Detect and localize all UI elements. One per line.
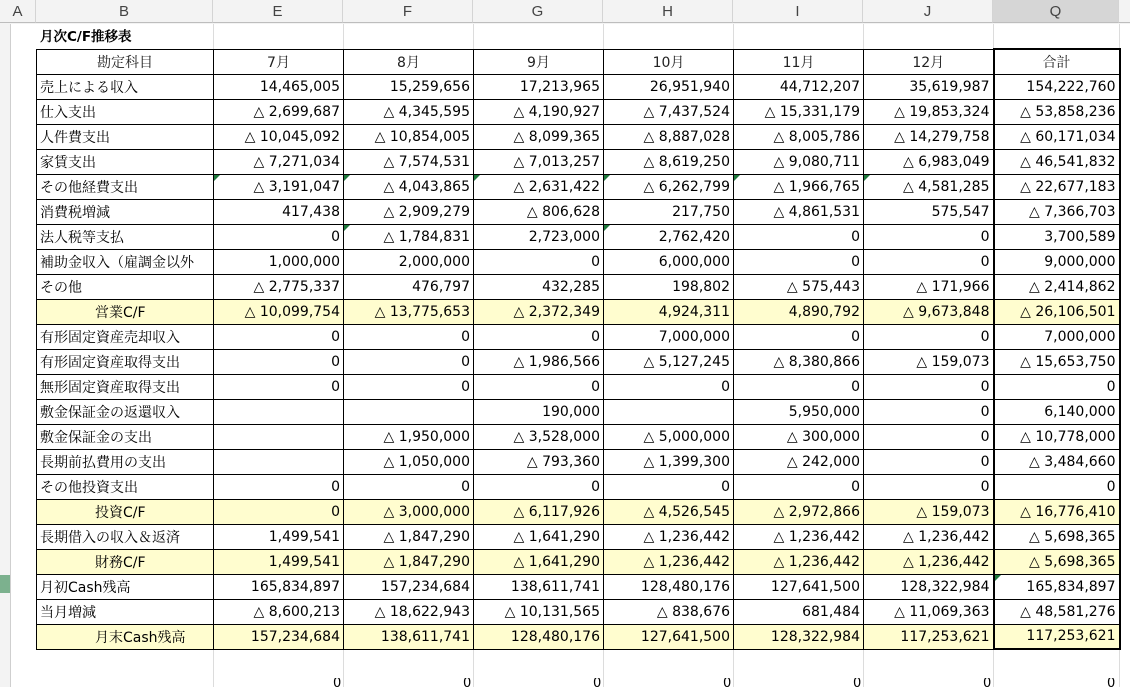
value-cell[interactable] (344, 399, 474, 424)
value-cell[interactable]: 6,000,000 (604, 249, 734, 274)
value-cell[interactable]: 128,480,176 (604, 574, 734, 599)
total-cell[interactable]: 0 (994, 374, 1120, 399)
value-cell[interactable]: 127,641,500 (734, 574, 864, 599)
value-cell[interactable] (214, 449, 344, 474)
column-header-next[interactable] (1119, 0, 1130, 23)
value-cell[interactable]: △ 1,399,300 (604, 449, 734, 474)
value-cell[interactable]: △ 1,050,000 (344, 449, 474, 474)
value-cell[interactable]: 198,802 (604, 274, 734, 299)
subtotal-row (37, 624, 1120, 649)
column-header-h[interactable]: H (603, 0, 733, 23)
comment-indicator-icon (344, 175, 350, 181)
total-cell[interactable]: 3,700,589 (994, 224, 1120, 249)
table-row (37, 199, 1120, 224)
value-cell[interactable]: △ 171,966 (864, 274, 994, 299)
value-cell[interactable]: 417,438 (214, 199, 344, 224)
value-cell[interactable]: 0 (344, 349, 474, 374)
column-header-i[interactable]: I (733, 0, 863, 23)
table-row (37, 249, 1120, 274)
value-cell[interactable]: 138,611,741 (344, 624, 474, 649)
value-cell[interactable]: 157,234,684 (214, 624, 344, 649)
value-cell[interactable]: 0 (864, 224, 994, 249)
value-cell[interactable] (604, 399, 734, 424)
comment-indicator-icon (734, 175, 740, 181)
partial-cell-value: 0 (1107, 678, 1116, 687)
value-cell[interactable]: △ 7,271,034 (214, 149, 344, 174)
total-cell[interactable]: △ 16,776,410 (994, 499, 1120, 524)
value-cell[interactable]: 190,000 (474, 399, 604, 424)
comment-indicator-icon (604, 175, 610, 181)
row-label-cell[interactable]: 敷金保証金の支出 (37, 424, 214, 449)
row-label-cell[interactable]: 無形固定資産取得支出 (37, 374, 214, 399)
value-cell[interactable]: 4,924,311 (604, 299, 734, 324)
total-cell[interactable]: △ 10,778,000 (994, 424, 1120, 449)
value-cell[interactable]: △ 8,600,213 (214, 599, 344, 624)
value-cell[interactable]: 128,322,984 (864, 574, 994, 599)
value-cell[interactable]: △ 793,360 (474, 449, 604, 474)
header-cell-month[interactable]: 11月 (734, 49, 864, 74)
value-cell[interactable]: △ 1,236,442 (604, 549, 734, 574)
partial-cell-value: 0 (723, 678, 732, 687)
row-label-cell[interactable]: 有形固定資産売却収入 (37, 324, 214, 349)
value-cell[interactable]: △ 8,619,250 (604, 149, 734, 174)
subtotal-row (37, 299, 1120, 324)
row-label-cell[interactable]: 消費税増減 (37, 199, 214, 224)
cell-value: △ 3,191,047 (253, 178, 340, 195)
value-cell[interactable]: 0 (864, 249, 994, 274)
value-cell[interactable]: △ 7,013,257 (474, 149, 604, 174)
value-cell[interactable]: △ 1,236,442 (864, 549, 994, 574)
value-cell[interactable]: △ 2,972,866 (734, 499, 864, 524)
table-row (37, 124, 1120, 149)
row-label-cell[interactable]: 敷金保証金の返還収入 (37, 399, 214, 424)
total-cell[interactable]: △ 48,581,276 (994, 599, 1120, 624)
cell-value: △ 1,966,765 (773, 178, 860, 195)
value-cell[interactable]: △ 300,000 (734, 424, 864, 449)
total-cell[interactable] (994, 574, 1120, 599)
value-cell[interactable]: 476,797 (344, 274, 474, 299)
value-cell[interactable]: 138,611,741 (474, 574, 604, 599)
cell-value: △ 1,784,831 (383, 228, 470, 245)
value-cell[interactable]: △ 159,073 (864, 349, 994, 374)
value-cell[interactable]: 1,499,541 (214, 524, 344, 549)
value-cell[interactable]: 0 (474, 249, 604, 274)
value-cell[interactable]: △ 1,236,442 (864, 524, 994, 549)
table-row (37, 174, 1120, 199)
value-cell[interactable]: △ 5,127,245 (604, 349, 734, 374)
value-cell[interactable]: △ 1,986,566 (474, 349, 604, 374)
value-cell[interactable]: △ 1,847,290 (344, 549, 474, 574)
value-cell[interactable]: 0 (734, 374, 864, 399)
table-row (37, 374, 1120, 399)
row-label-cell[interactable]: 財務C/F (37, 549, 214, 574)
partial-cell-value: 0 (333, 678, 342, 687)
value-cell[interactable]: 0 (474, 474, 604, 499)
total-cell[interactable]: △ 26,106,501 (994, 299, 1120, 324)
row-label-cell[interactable]: 法人税等支払 (37, 224, 214, 249)
value-cell[interactable]: 26,951,940 (604, 74, 734, 99)
value-cell[interactable]: △ 159,073 (864, 499, 994, 524)
value-cell[interactable]: △ 838,676 (604, 599, 734, 624)
total-cell[interactable]: △ 3,484,660 (994, 449, 1120, 474)
value-cell[interactable]: △ 4,345,595 (344, 99, 474, 124)
total-cell[interactable]: △ 22,677,183 (994, 174, 1120, 199)
value-cell[interactable]: 0 (344, 374, 474, 399)
value-cell[interactable]: △ 10,045,092 (214, 124, 344, 149)
value-cell[interactable]: △ 9,080,711 (734, 149, 864, 174)
value-cell[interactable]: 117,253,621 (864, 624, 994, 649)
value-cell[interactable]: △ 1,236,442 (734, 524, 864, 549)
column-header-b[interactable]: B (36, 0, 213, 23)
value-cell[interactable]: △ 242,000 (734, 449, 864, 474)
table-row (37, 99, 1120, 124)
value-cell[interactable]: △ 2,909,279 (344, 199, 474, 224)
value-cell[interactable] (344, 174, 474, 199)
value-cell[interactable]: △ 4,861,531 (734, 199, 864, 224)
row-label-cell[interactable]: 月初Cash残高 (37, 574, 214, 599)
row-label-cell[interactable]: 当月増減 (37, 599, 214, 624)
value-cell[interactable]: 0 (214, 324, 344, 349)
header-cell-account[interactable]: 勘定科目 (37, 49, 214, 74)
cell-value: 165,834,897 (1026, 578, 1116, 595)
subtotal-row (37, 549, 1120, 574)
total-cell[interactable]: △ 2,414,862 (994, 274, 1120, 299)
value-cell[interactable]: 35,619,987 (864, 74, 994, 99)
column-header-bar (0, 0, 1130, 24)
value-cell[interactable]: 432,285 (474, 274, 604, 299)
table-row (37, 474, 1120, 499)
value-cell[interactable]: △ 10,099,754 (214, 299, 344, 324)
cell-value: △ 4,043,865 (383, 178, 470, 195)
table-row (37, 574, 1120, 599)
value-cell[interactable]: 0 (214, 474, 344, 499)
selected-row-marker (0, 575, 10, 593)
column-header-j[interactable]: J (863, 0, 993, 23)
row-label-cell[interactable]: 長期前払費用の支出 (37, 449, 214, 474)
value-cell[interactable]: △ 1,950,000 (344, 424, 474, 449)
value-cell[interactable]: 14,465,005 (214, 74, 344, 99)
cashflow-table (36, 48, 1121, 650)
value-cell[interactable]: 4,890,792 (734, 299, 864, 324)
value-cell[interactable]: △ 8,887,028 (604, 124, 734, 149)
value-cell[interactable]: 575,547 (864, 199, 994, 224)
value-cell[interactable]: 0 (734, 224, 864, 249)
total-cell[interactable]: △ 46,541,832 (994, 149, 1120, 174)
value-cell[interactable]: △ 1,641,290 (474, 524, 604, 549)
value-cell[interactable]: 0 (734, 474, 864, 499)
value-cell[interactable]: △ 1,847,290 (344, 524, 474, 549)
value-cell[interactable]: △ 3,000,000 (344, 499, 474, 524)
value-cell[interactable]: 0 (214, 224, 344, 249)
header-row (37, 49, 1120, 74)
comment-indicator-icon (864, 175, 870, 181)
partial-cell-value: 0 (593, 678, 602, 687)
value-cell[interactable]: 15,259,656 (344, 74, 474, 99)
value-cell[interactable]: △ 3,528,000 (474, 424, 604, 449)
row-label-cell[interactable]: 仕入支出 (37, 99, 214, 124)
column-header-g[interactable]: G (473, 0, 603, 23)
value-cell[interactable]: 128,480,176 (474, 624, 604, 649)
total-cell[interactable]: 7,000,000 (994, 324, 1120, 349)
table-row (37, 324, 1120, 349)
value-cell[interactable]: 0 (864, 474, 994, 499)
value-cell[interactable]: △ 1,641,290 (474, 549, 604, 574)
total-cell[interactable]: △ 5,698,365 (994, 524, 1120, 549)
row-label-cell[interactable]: その他 (37, 274, 214, 299)
value-cell[interactable]: △ 4,190,927 (474, 99, 604, 124)
row-label-cell[interactable]: 長期借入の収入＆返済 (37, 524, 214, 549)
value-cell[interactable]: △ 8,099,365 (474, 124, 604, 149)
table-row (37, 524, 1120, 549)
row-label-cell[interactable]: 営業C/F (37, 299, 214, 324)
value-cell[interactable]: △ 2,372,349 (474, 299, 604, 324)
value-cell[interactable]: 217,750 (604, 199, 734, 224)
value-cell[interactable]: △ 19,853,324 (864, 99, 994, 124)
total-cell[interactable]: 154,222,760 (994, 74, 1120, 99)
table-row (37, 149, 1120, 174)
value-cell[interactable]: 1,000,000 (214, 249, 344, 274)
value-cell[interactable]: 0 (344, 474, 474, 499)
comment-indicator-icon (344, 225, 350, 231)
value-cell[interactable]: 0 (864, 374, 994, 399)
table-row (37, 599, 1120, 624)
value-cell[interactable]: 0 (474, 374, 604, 399)
value-cell[interactable]: 7,000,000 (604, 324, 734, 349)
column-header-f[interactable]: F (343, 0, 473, 23)
value-cell[interactable]: 0 (864, 424, 994, 449)
table-row (37, 274, 1120, 299)
value-cell[interactable] (864, 174, 994, 199)
row-label-cell[interactable]: 補助金収入（雇調金以外 (37, 249, 214, 274)
value-cell[interactable]: △ 1,236,442 (604, 524, 734, 549)
value-cell[interactable]: 0 (214, 499, 344, 524)
table-row (37, 224, 1120, 249)
value-cell[interactable]: 5,950,000 (734, 399, 864, 424)
value-cell[interactable]: △ 1,236,442 (734, 549, 864, 574)
table-row (37, 349, 1120, 374)
header-cell-month[interactable]: 合計 (994, 49, 1120, 74)
value-cell[interactable]: △ 10,854,005 (344, 124, 474, 149)
value-cell[interactable]: △ 806,628 (474, 199, 604, 224)
value-cell[interactable]: 128,322,984 (734, 624, 864, 649)
value-cell[interactable]: △ 15,331,179 (734, 99, 864, 124)
value-cell[interactable]: 0 (474, 324, 604, 349)
cell-value: 2,762,420 (658, 228, 730, 245)
header-cell-month[interactable]: 9月 (474, 49, 604, 74)
row-label-cell[interactable]: 家賃支出 (37, 149, 214, 174)
value-cell[interactable]: 0 (864, 449, 994, 474)
column-header-e[interactable]: E (213, 0, 343, 23)
value-cell[interactable] (214, 424, 344, 449)
cell-value: △ 6,262,799 (643, 178, 730, 195)
total-cell[interactable]: △ 15,653,750 (994, 349, 1120, 374)
row-label-cell[interactable]: その他経費支出 (37, 174, 214, 199)
comment-indicator-icon (604, 225, 610, 231)
total-cell[interactable]: △ 60,171,034 (994, 124, 1120, 149)
row-label-cell[interactable]: 有形固定資産取得支出 (37, 349, 214, 374)
comment-indicator-icon (474, 175, 480, 181)
value-cell[interactable]: △ 6,117,926 (474, 499, 604, 524)
value-cell[interactable] (604, 174, 734, 199)
value-cell[interactable] (214, 399, 344, 424)
comment-indicator-icon (214, 175, 220, 181)
value-cell[interactable]: 1,499,541 (214, 549, 344, 574)
column-header-a[interactable]: A (0, 0, 36, 23)
table-body (37, 49, 1120, 649)
value-cell[interactable]: 0 (604, 474, 734, 499)
table-row (37, 399, 1120, 424)
value-cell[interactable]: △ 575,443 (734, 274, 864, 299)
value-cell[interactable]: 2,723,000 (474, 224, 604, 249)
value-cell[interactable]: △ 9,673,848 (864, 299, 994, 324)
row-label-cell[interactable]: 人件費支出 (37, 124, 214, 149)
value-cell[interactable]: △ 7,437,524 (604, 99, 734, 124)
total-cell[interactable]: 9,000,000 (994, 249, 1120, 274)
value-cell[interactable]: △ 10,131,565 (474, 599, 604, 624)
value-cell[interactable]: 0 (604, 374, 734, 399)
value-cell[interactable] (604, 224, 734, 249)
value-cell[interactable]: 0 (214, 349, 344, 374)
value-cell[interactable]: 127,641,500 (604, 624, 734, 649)
total-cell[interactable]: 117,253,621 (994, 624, 1120, 649)
total-cell[interactable]: 0 (994, 474, 1120, 499)
value-cell[interactable]: 17,213,965 (474, 74, 604, 99)
total-cell[interactable]: △ 53,858,236 (994, 99, 1120, 124)
column-header-q[interactable]: Q (993, 0, 1119, 23)
sheet-title[interactable]: 月次C/F推移表 (40, 29, 132, 45)
next-row-partial (36, 678, 1120, 687)
row-label-cell[interactable]: 投資C/F (37, 499, 214, 524)
value-cell[interactable]: 157,234,684 (344, 574, 474, 599)
comment-indicator-icon (995, 575, 1001, 581)
total-cell[interactable]: △ 7,366,703 (994, 199, 1120, 224)
value-cell[interactable]: 0 (864, 399, 994, 424)
table-row (37, 449, 1120, 474)
partial-cell-value: 0 (463, 678, 472, 687)
value-cell[interactable]: 2,000,000 (344, 249, 474, 274)
value-cell[interactable]: 165,834,897 (214, 574, 344, 599)
value-cell[interactable]: △ 13,775,653 (344, 299, 474, 324)
cell-value: △ 2,631,422 (513, 178, 600, 195)
header-cell-month[interactable]: 7月 (214, 49, 344, 74)
row-label-cell[interactable]: その他投資支出 (37, 474, 214, 499)
partial-cell-value: 0 (853, 678, 862, 687)
subtotal-row (37, 499, 1120, 524)
value-cell[interactable]: 0 (344, 324, 474, 349)
cell-value: △ 4,581,285 (903, 178, 990, 195)
partial-cell-value: 0 (983, 678, 992, 687)
header-cell-month[interactable]: 10月 (604, 49, 734, 74)
table-row (37, 74, 1120, 99)
value-cell[interactable] (474, 174, 604, 199)
value-cell[interactable]: △ 8,380,866 (734, 349, 864, 374)
total-cell[interactable]: 6,140,000 (994, 399, 1120, 424)
value-cell[interactable] (344, 224, 474, 249)
value-cell[interactable]: 0 (214, 374, 344, 399)
value-cell[interactable]: △ 2,699,687 (214, 99, 344, 124)
value-cell[interactable]: △ 4,526,545 (604, 499, 734, 524)
value-cell[interactable]: △ 6,983,049 (864, 149, 994, 174)
value-cell[interactable]: △ 5,000,000 (604, 424, 734, 449)
value-cell[interactable]: 0 (864, 324, 994, 349)
value-cell[interactable]: △ 8,005,786 (734, 124, 864, 149)
value-cell[interactable]: △ 18,622,943 (344, 599, 474, 624)
header-cell-month[interactable]: 8月 (344, 49, 474, 74)
table-row (37, 424, 1120, 449)
row-label-cell[interactable]: 月末Cash残高 (37, 624, 214, 649)
value-cell[interactable]: 681,484 (734, 599, 864, 624)
value-cell[interactable]: △ 14,279,758 (864, 124, 994, 149)
value-cell[interactable]: 44,712,207 (734, 74, 864, 99)
value-cell[interactable] (214, 174, 344, 199)
value-cell[interactable]: △ 11,069,363 (864, 599, 994, 624)
row-label-cell[interactable]: 売上による収入 (37, 74, 214, 99)
header-cell-month[interactable]: 12月 (864, 49, 994, 74)
total-cell[interactable]: △ 5,698,365 (994, 549, 1120, 574)
value-cell[interactable]: △ 2,775,337 (214, 274, 344, 299)
value-cell[interactable] (734, 174, 864, 199)
value-cell[interactable]: 0 (734, 249, 864, 274)
value-cell[interactable]: △ 7,574,531 (344, 149, 474, 174)
value-cell[interactable]: 0 (734, 324, 864, 349)
